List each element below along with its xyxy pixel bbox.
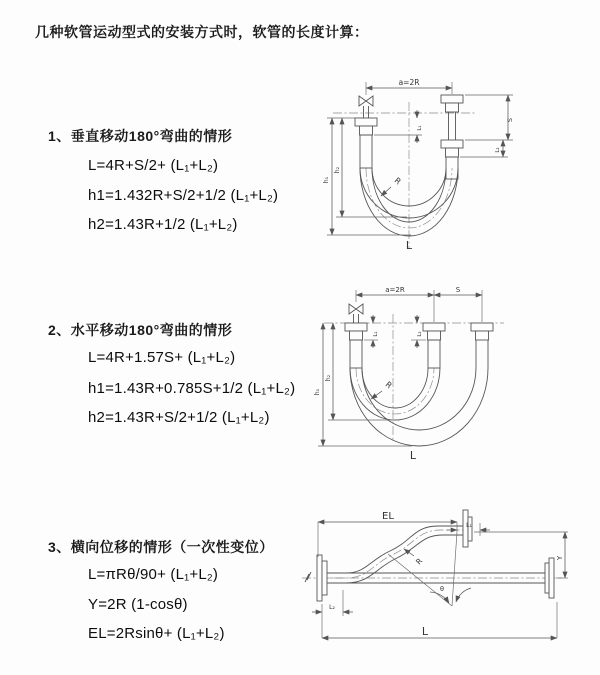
section-1-formula-h1: h1=1.432R+S/2+1/2 (L₁+L₂) <box>88 187 279 204</box>
dim-label-l2: L₂ <box>417 331 423 337</box>
dim-label-h1: h₁ <box>323 176 330 184</box>
construction-lines <box>388 532 471 606</box>
section-3-formula-L: L=πRθ/90+ (L₁+L₂) <box>88 566 219 583</box>
section-2-formula-L: L=4R+1.57S+ (L₁+L₂) <box>88 349 236 366</box>
angle-label: θ <box>440 585 444 593</box>
dim-label-s: S <box>455 286 461 294</box>
dim-label-a2r: a=2R <box>385 286 405 294</box>
left-pipe-fitting <box>355 118 377 168</box>
radius-callout <box>381 176 403 196</box>
displaced-hose <box>327 526 463 583</box>
top-dimensions <box>356 286 482 322</box>
radius-label: R <box>414 556 425 567</box>
diagram-horizontal-movement <box>312 282 577 472</box>
dim-label-s: S <box>506 117 514 123</box>
section-1-heading: 1、垂直移动180°弯曲的情形 <box>48 128 233 144</box>
moved-pipe-fitting <box>471 323 493 340</box>
length-label: L <box>405 239 413 252</box>
right-dimensions <box>460 95 514 157</box>
dim-label-l1: L₁ <box>466 522 472 529</box>
dim-label-l1: L₁ <box>417 125 423 131</box>
top-dimension <box>366 78 452 95</box>
dim-label-h1: h₁ <box>314 388 321 396</box>
left-flange <box>317 555 327 601</box>
valve-icon <box>349 304 363 323</box>
fitting-left-dimension <box>374 110 423 143</box>
centerlines <box>302 530 562 582</box>
hose-arcs <box>350 340 488 446</box>
valve-icon <box>359 96 373 118</box>
section-2-formula-h1: h1=1.43R+0.785S+1/2 (L₁+L₂) <box>88 380 296 397</box>
fitting-dimensions <box>364 315 426 348</box>
dim-label-l2: L₂ <box>329 604 335 611</box>
page-title: 几种软管运动型式的安装方式时，软管的长度计算： <box>35 24 369 40</box>
radius-label: R <box>383 379 394 391</box>
section-3-heading: 3、横向位移的情形（一次性变位） <box>48 539 274 555</box>
right-pipe-fitting <box>441 95 463 179</box>
section-3-formula-Y: Y=2R (1-cosθ) <box>88 596 188 613</box>
section-1-formula-h2: h2=1.43R+1/2 (L₁+L₂) <box>88 216 238 233</box>
dim-label-l: L <box>421 625 429 638</box>
section-1-formula-L: L=4R+S/2+ (L₁+L₂) <box>88 157 219 174</box>
break-mark <box>305 572 311 582</box>
left-dimensions <box>314 323 412 446</box>
left-pipe-fitting <box>345 323 367 368</box>
radius-callout <box>371 380 394 399</box>
section-3-formula-EL: EL=2Rsinθ+ (L₁+L₂) <box>88 625 225 642</box>
dim-label-a2r: a=2R <box>398 78 420 87</box>
section-2-formula-h2: h2=1.43R+S/2+1/2 (L₁+L₂) <box>88 409 270 426</box>
el-dimension <box>318 511 457 557</box>
section-2-heading: 2、水平移动180°弯曲的情形 <box>48 322 233 338</box>
radius-label: R <box>392 175 403 187</box>
diagram-lateral-displacement <box>300 502 590 652</box>
dim-label-l2: L₂ <box>495 147 501 153</box>
dim-label-el: EL <box>382 511 394 522</box>
l-dimension <box>322 602 557 638</box>
length-label: L <box>409 449 417 462</box>
dim-label-h2: h₂ <box>325 374 332 382</box>
dim-label-l1: L₁ <box>373 331 379 337</box>
dim-label-y: Y <box>556 555 564 561</box>
middle-pipe-fitting <box>423 323 445 368</box>
diagram-vertical-movement <box>315 66 565 266</box>
dim-label-h2: h₂ <box>334 166 341 174</box>
